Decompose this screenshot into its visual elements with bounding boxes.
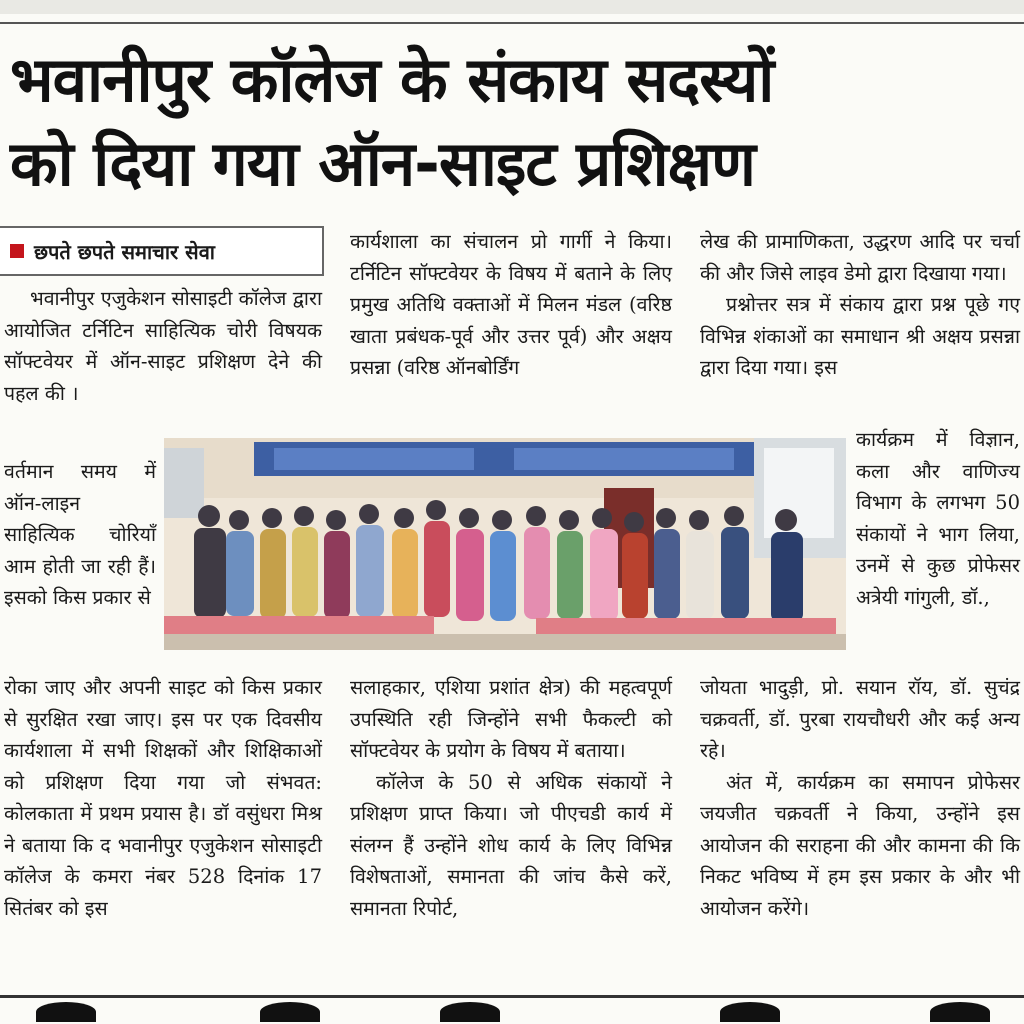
agency-credit — [0, 226, 324, 276]
agency-label: छपते छपते समाचार सेवा — [34, 239, 215, 264]
group-photo-illustration — [164, 438, 846, 650]
bottom-rule — [0, 995, 1024, 998]
paragraph: कॉलेज के 50 से अधिक संकायों ने प्रशिक्षण प्राप्त किया। जो पीएचडी कार्य में संलग्न हैं उन्होंने शोध कार्य के लिए विभिन्न विशेषताओं, समानता की जांच कैसे करें, समानता रिपोर्ट, — [350, 770, 672, 920]
paragraph: सलाहकार, एशिया प्रशांत क्षेत्र) की महत्वपूर्ण उपस्थिति रही जिन्होंने सभी फैकल्टी को सॉफ्टवेयर के प्रयोग के विषय में बताया। — [350, 676, 672, 762]
paragraph: रोका जाए और अपनी साइट को किस प्रकार से सुरक्षित रखा जाए। इस पर एक दिवसीय कार्यशाला में सभी शिक्षकों और शिक्षिकाओं को प्रशिक्षण दिया गया जो संभवत: कोलकाता में प्रथम प्रयास है। डॉ वसुंधरा मिश्र ने बताया कि द भवानीपुर एजुकेशन सोसाइटी कॉलेज के कमरा नंबर 528 दिनांक 17 सितंबर को इस — [4, 676, 322, 920]
paragraph: भवानीपुर एजुकेशन सोसाइटी कॉलेज द्वारा आयोजित टर्निटिन साहित्यिक चोरी विषयक सॉफ्टवेयर में ऑन-साइट प्रशिक्षण देने की पहल की । — [4, 287, 322, 405]
paragraph: कार्यक्रम में विज्ञान, कला और वाणिज्य विभाग के लगभग 50 संकायों ने भाग लिया, उनमें से कुछ प्रोफेसर अत्रेयी गांगुली, डॉ., — [856, 428, 1020, 609]
paragraph: अंत में, कार्यक्रम का समापन प्रोफेसर जयजीत चक्रवर्ती ने किया, उन्होंने इस आयोजन की सराहना की और कामना की कि निकट भविष्य में हम इस प्रकार के और भी आयोजन करेंगे। — [700, 770, 1020, 920]
paragraph: जोयता भादुड़ी, प्रो. सयान रॉय, डॉ. सुचंद्र चक्रवर्ती, डॉ. पुरबा रायचौधरी और कई अन्य रहे। — [700, 676, 1020, 762]
next-headline-strip — [0, 1000, 1024, 1024]
paragraph: वर्तमान समय में ऑन-लाइन साहित्यिक चोरियाँ आम होती जा रही हैं। इसको किस प्रकार से — [4, 460, 156, 609]
headline-line-1: भवानीपुर कॉलेज के संकाय सदस्यों — [10, 43, 774, 116]
top-rule — [0, 22, 1024, 24]
column-3-top — [700, 226, 1020, 384]
previous-page-strip — [0, 0, 1024, 14]
group-photo — [164, 438, 846, 650]
column-1-beside-photo — [4, 456, 156, 614]
column-1-bottom — [4, 672, 322, 924]
column-3-bottom — [700, 672, 1020, 924]
column-2-bottom — [350, 672, 672, 924]
red-square-icon — [10, 244, 24, 258]
column-1-top — [4, 283, 322, 409]
paragraph: कार्यशाला का संचालन प्रो गार्गी ने किया। टर्निटिन सॉफ्टवेयर के विषय में बताने के लिए प्रमुख अतिथि वक्ताओं में मिलन मंडल (वरिष्ठ खाता प्रबंधक-पूर्व और उत्तर पूर्व) और अक्षय प्रसन्ना (वरिष्ठ ऑनबोर्डिंग — [350, 230, 672, 379]
paragraph: लेख की प्रामाणिकता, उद्धरण आदि पर चर्चा की और जिसे लाइव डेमो द्वारा दिखाया गया। — [700, 230, 1020, 285]
headline-line-2: को दिया गया ऑन-साइट प्रशिक्षण — [10, 127, 755, 200]
column-2-top — [350, 226, 672, 384]
column-3-beside-photo — [856, 424, 1020, 613]
paragraph: प्रश्नोत्तर सत्र में संकाय द्वारा प्रश्न पूछे गए विभिन्न शंकाओं का समाधान श्री अक्षय प्रसन्ना द्वारा दिया गया। इस — [700, 293, 1020, 379]
